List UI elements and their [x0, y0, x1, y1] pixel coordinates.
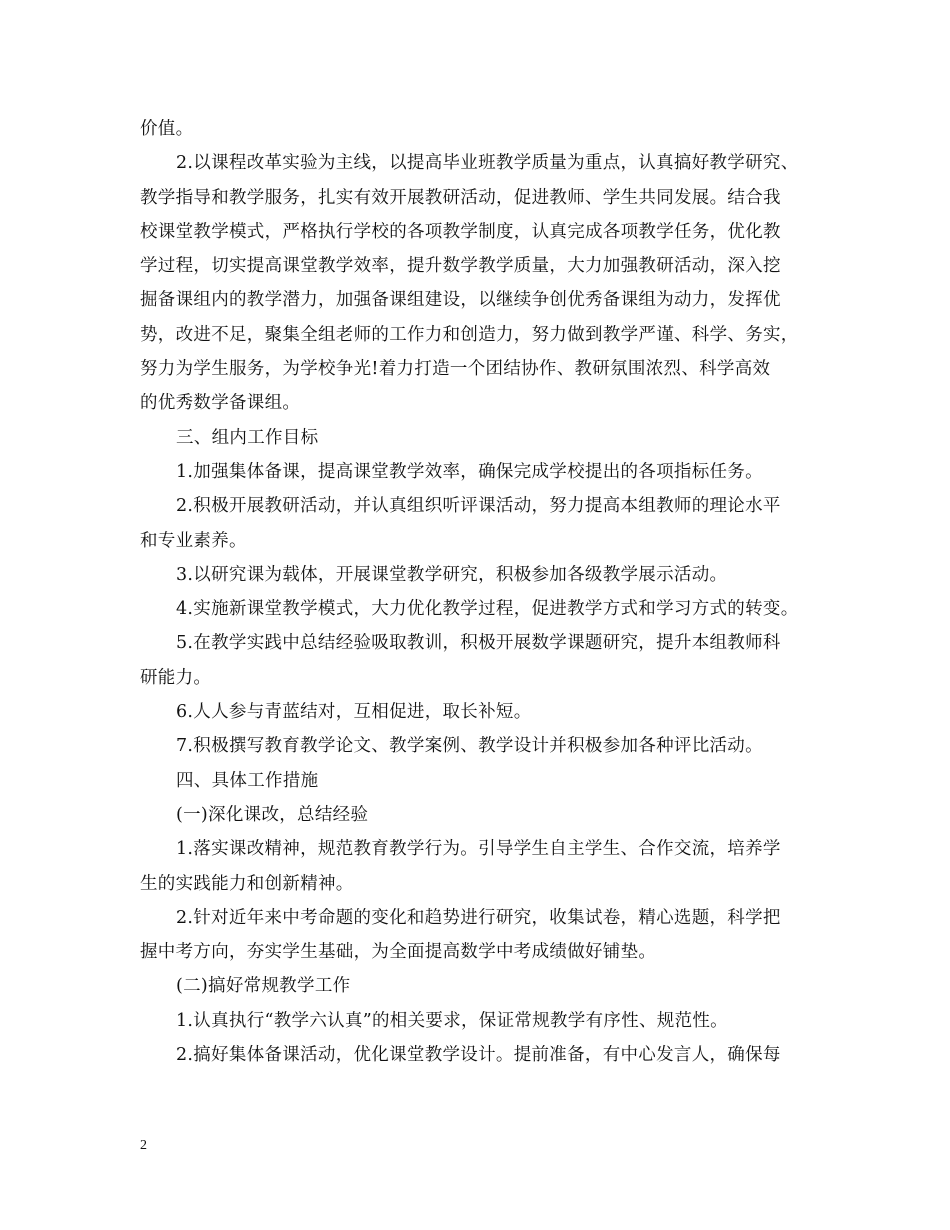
text-line: 教学指导和教学服务，扎实有效开展教研活动，促进教师、学生共同发展。结合我: [140, 187, 781, 208]
text-line: 努力为学生服务，为学校争光!着力打造一个团结协作、教研氛围浓烈、科学高效: [140, 359, 771, 380]
text-line: 2.针对近年来中考命题的变化和趋势进行研究，收集试卷，精心选题，科学把: [176, 907, 781, 928]
text-line: 5.在教学实践中总结经验吸取教训，积极开展数学课题研究，提升本组教师科: [176, 633, 781, 654]
text-line: 的优秀数学备课组。: [140, 393, 301, 414]
text-line: 势，改进不足，聚集全组老师的工作力和创造力，努力做到教学严谨、科学、务实，: [140, 324, 799, 345]
text-line: 7.积极撰写教育教学论文、教学案例、教学设计并积极参加各种评比活动。: [176, 736, 763, 757]
text-line: 4.实施新课堂教学模式，大力优化教学过程，促进教学方式和学习方式的转变。: [176, 599, 799, 620]
text-line: 1.落实课改精神，规范教育教学行为。引导学生自主学生、合作交流，培养学: [176, 839, 781, 860]
text-line: 掘备课组内的教学潜力，加强备课组建设，以继续争创优秀备课组为动力，发挥优: [140, 290, 781, 311]
text-line: 和专业素养。: [140, 530, 247, 551]
text-line: 3.以研究课为载体，开展课堂教学研究，积极参加各级教学展示活动。: [176, 564, 728, 585]
text-line: 生的实践能力和创新精神。: [140, 873, 354, 894]
text-line: 2.以课程改革实验为主线，以提高毕业班教学质量为重点，认真搞好教学研究、: [176, 153, 799, 174]
text-line: 四、具体工作措施: [176, 770, 319, 791]
text-line: 2.搞好集体备课活动，优化课堂教学设计。提前准备，有中心发言人，确保每: [176, 1045, 781, 1066]
text-line: 握中考方向，夯实学生基础，为全面提高数学中考成绩做好铺垫。: [140, 942, 657, 963]
text-line: 2.积极开展教研活动，并认真组织听评课活动，努力提高本组教师的理论水平: [176, 496, 781, 517]
text-line: 研能力。: [140, 667, 212, 688]
text-line: 1.加强集体备课，提高课堂教学效率，确保完成学校提出的各项指标任务。: [176, 461, 763, 482]
page-number: 2: [140, 1138, 147, 1153]
text-line: (二)搞好常规教学工作: [176, 976, 351, 997]
document-body: [140, 112, 820, 1072]
text-line: (一)深化课改，总结经验: [176, 804, 369, 825]
text-line: 学过程，切实提高课堂教学效率，提升数学教学质量，大力加强教研活动，深入挖: [140, 256, 781, 277]
text-line: 1.认真执行“教学六认真”的相关要求，保证常规教学有序性、规范性。: [176, 1010, 728, 1031]
text-line: 6.人人参与青蓝结对，互相促进，取长补短。: [176, 702, 532, 723]
text-line: 校课堂教学模式，严格执行学校的各项教学制度，认真完成各项教学任务，优化教: [140, 221, 781, 242]
text-line: 价值。: [140, 119, 194, 139]
text-line: 三、组内工作目标: [176, 427, 319, 448]
